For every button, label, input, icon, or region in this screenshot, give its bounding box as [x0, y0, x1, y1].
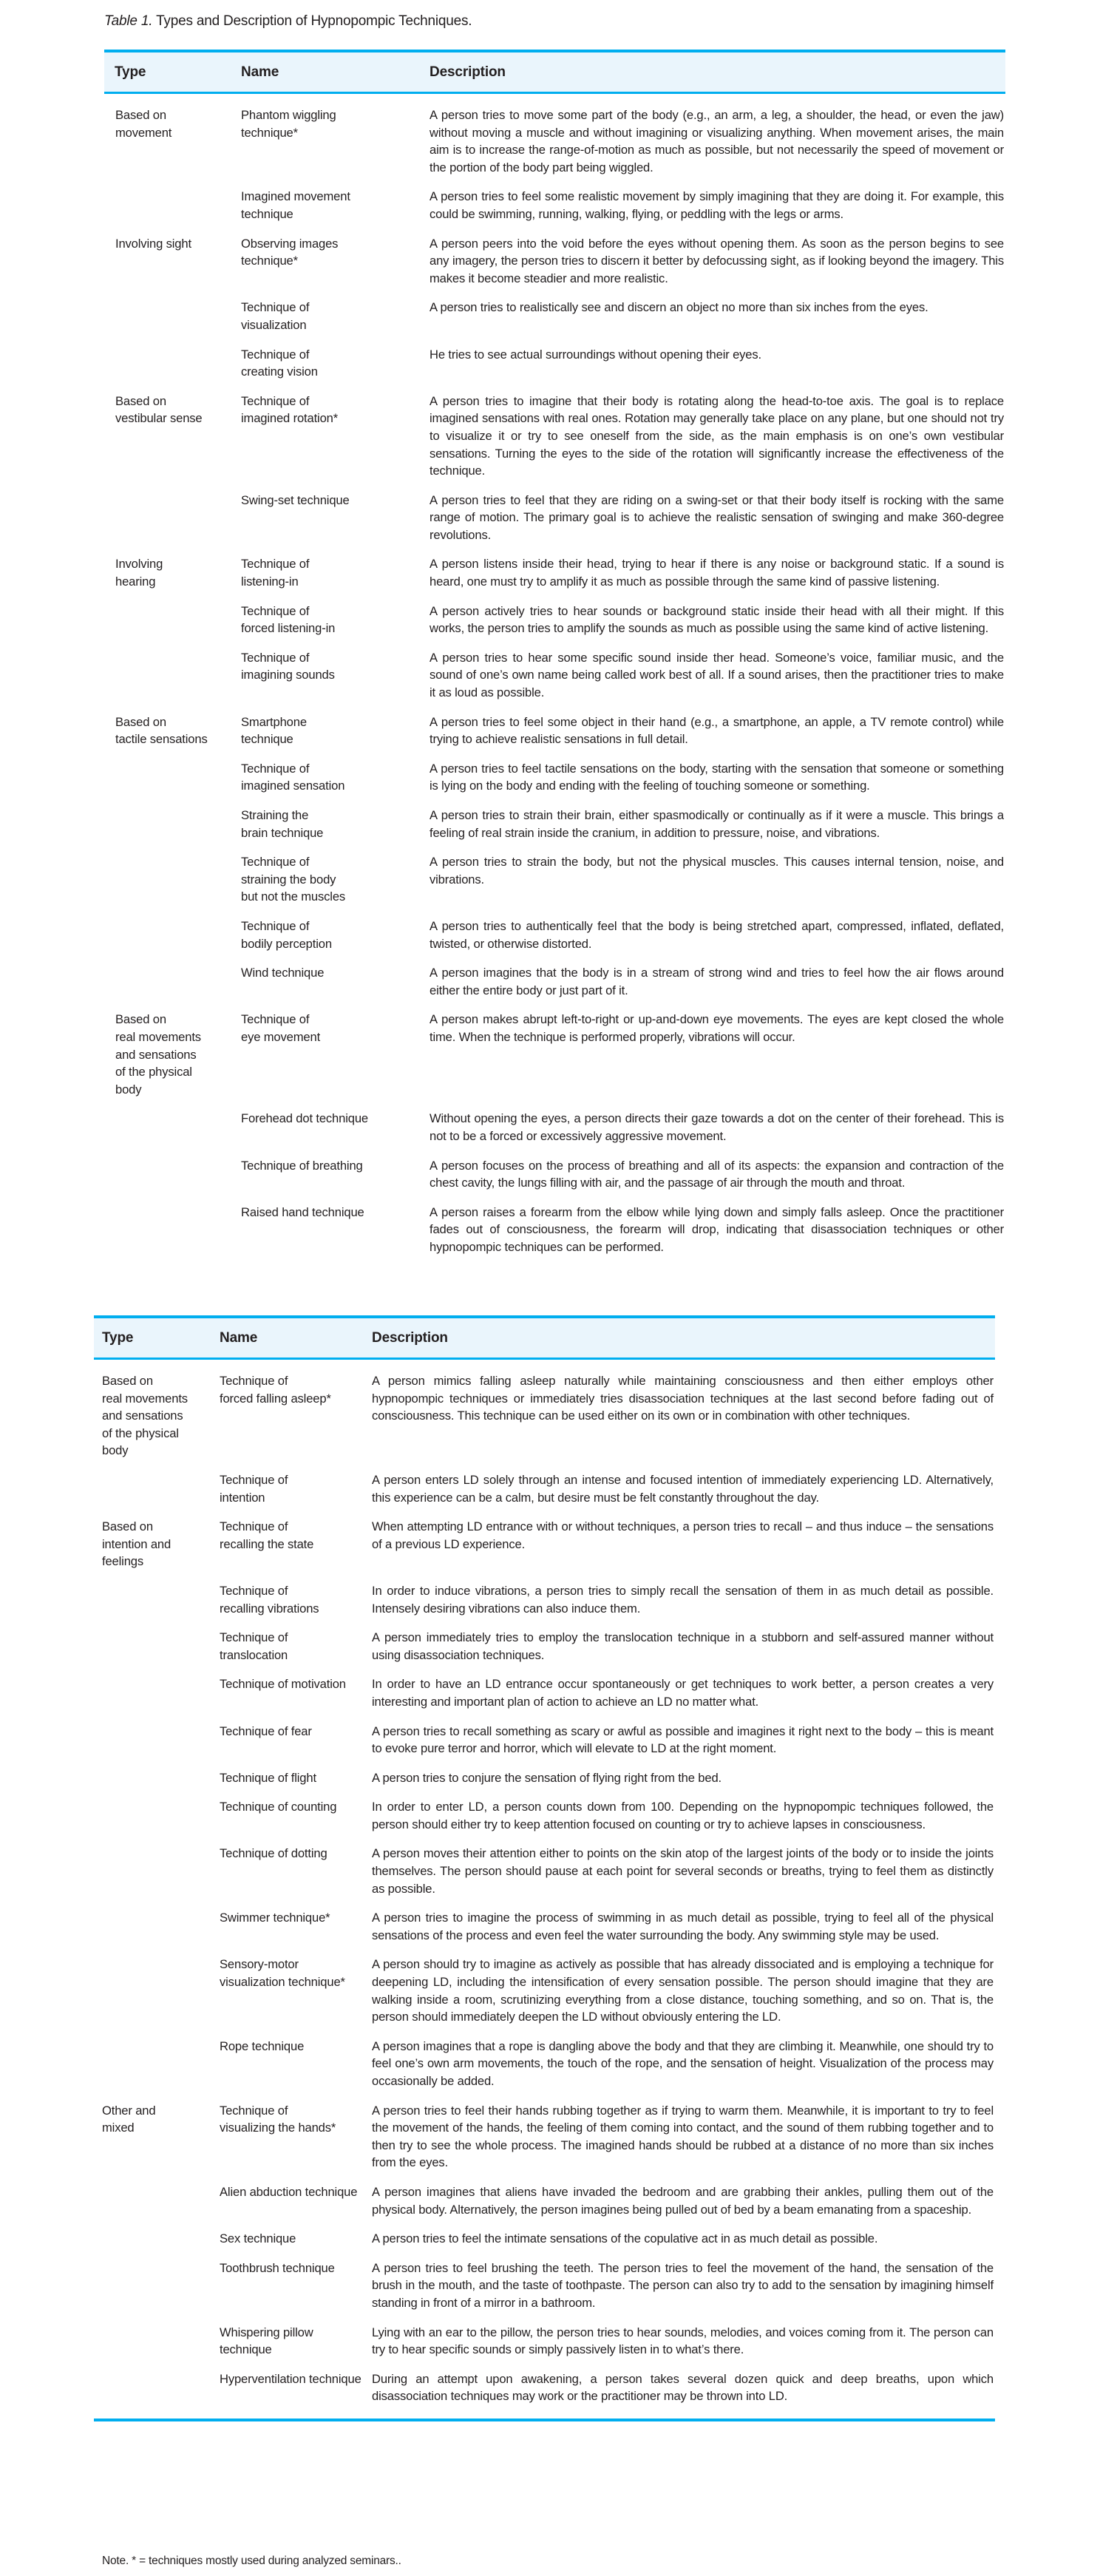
- name-text: Hyperventilation technique: [220, 2371, 361, 2386]
- name-cell: [241, 1204, 430, 1268]
- caption-label: Table 1.: [104, 13, 153, 29]
- table-row: [94, 1471, 995, 1518]
- name-text: Rope technique: [220, 2038, 305, 2053]
- name-text: Technique of flight: [220, 1770, 316, 1785]
- name-text: Technique of intention: [220, 1472, 288, 1505]
- description-cell: [372, 1359, 995, 1471]
- name-cell: [220, 1956, 372, 2037]
- description-text: Lying with an ear to the pillow, the person tries to hear sounds, melodies, and voices coming from it. The person can try to hear specific sounds or simply passively listen in to what’s there.: [372, 2325, 994, 2357]
- name-text: Technique of imagining sounds: [241, 650, 335, 682]
- description-text: A person actively tries to hear sounds or background static inside their head with all their might. If this works, the person tries to amplify the sounds as much as possible using the same kind of active listening.: [430, 603, 1004, 636]
- type-cell: [94, 1582, 220, 1629]
- name-cell: [220, 2370, 372, 2420]
- name-cell: [241, 760, 430, 807]
- description-text: A person tries to feel the intimate sensations of the copulative act in as much detail as possible.: [372, 2231, 878, 2246]
- name-cell: [241, 93, 430, 189]
- description-cell: [372, 1518, 995, 1582]
- table-row: [104, 1110, 1005, 1156]
- description-text: A person tries to feel that they are riding on a swing-set or that their body itself is rocking with the same range of motion. The primary goal is to achieve the realistic sensation of swinging and make 360-degree revolutions.: [430, 492, 1004, 542]
- name-cell: [220, 1582, 372, 1629]
- table-row: [94, 1675, 995, 1722]
- name-cell: [220, 1675, 372, 1722]
- table-header-row: [104, 51, 1005, 93]
- name-cell: [220, 2183, 372, 2230]
- table-row: [94, 2183, 995, 2230]
- table-row: [104, 807, 1005, 853]
- name-cell: [241, 714, 430, 760]
- description-text: A person imagines that a rope is dangling above the body and that they are climbing it. Meanwhile, one should try to feel one’s own arm movements, the touch of the rope, and the sensation of height. Visualization of the process may occasionally be added.: [372, 2038, 994, 2088]
- type-cell: [104, 918, 241, 964]
- description-text: A person raises a forearm from the elbow while lying down and simply falls asleep. Once the practitioner fades out of consciousness, the forearm will drop, indicating that disassociation techniques or other hypnopompic techniques can be performed.: [430, 1204, 1004, 1254]
- name-text: Alien abduction technique: [220, 2184, 358, 2199]
- type-cell: [94, 1518, 220, 1582]
- name-text: Technique of translocation: [220, 1630, 288, 1662]
- name-cell: [241, 492, 430, 556]
- description-cell: [372, 1845, 995, 1909]
- description-cell: [430, 1204, 1005, 1268]
- type-text: Based on tactile sensations: [115, 714, 208, 747]
- name-text: Technique of counting: [220, 1800, 337, 1814]
- type-cell: [94, 2183, 220, 2230]
- table-row: [104, 346, 1005, 393]
- name-cell: [241, 807, 430, 853]
- name-cell: [241, 649, 430, 714]
- name-cell: [241, 603, 430, 649]
- description-cell: [430, 760, 1005, 807]
- name-text: Technique of listening-in: [241, 557, 310, 589]
- table-row: [104, 714, 1005, 760]
- description-text: He tries to see actual surroundings without opening their eyes.: [430, 347, 761, 362]
- name-cell: [220, 2230, 372, 2260]
- type-cell: [104, 807, 241, 853]
- table-row: [94, 1723, 995, 1769]
- table-row: [94, 1956, 995, 2037]
- description-text: A person tries to realistically see and discern an object no more than six inches from the eyes.: [430, 300, 928, 315]
- type-text: Involving hearing: [115, 557, 163, 589]
- name-text: Technique of recalling the state: [220, 1519, 314, 1551]
- table-row: [94, 1629, 995, 1675]
- description-cell: [372, 2260, 995, 2324]
- name-text: Phantom wiggling technique*: [241, 108, 336, 140]
- type-cell: [94, 1675, 220, 1722]
- description-cell: [430, 235, 1005, 299]
- table-row: [94, 1359, 995, 1471]
- description-cell: [430, 346, 1005, 393]
- table-row: [104, 235, 1005, 299]
- table-row: [104, 918, 1005, 964]
- description-cell: [372, 1798, 995, 1845]
- type-text: Involving sight: [115, 236, 191, 251]
- type-text: Based on vestibular sense: [115, 393, 203, 426]
- description-text: A person tries to hear some specific sound inside ther head. Someone’s voice, familiar music, and the sound of one’s own name being called work best of all. If a sound arises, then the practitioner tries to make it as loud as possible.: [430, 650, 1004, 700]
- type-cell: [104, 393, 241, 492]
- description-cell: [372, 1629, 995, 1675]
- description-cell: [430, 964, 1005, 1011]
- description-cell: [372, 1956, 995, 2037]
- type-cell: [104, 492, 241, 556]
- description-cell: [430, 299, 1005, 345]
- name-text: Technique of straining the body but not the muscles: [241, 855, 346, 904]
- table-row: [94, 2260, 995, 2324]
- name-text: Imagined movement technique: [241, 189, 350, 221]
- name-cell: [241, 235, 430, 299]
- description-text: A person tries to feel brushing the teeth. The person tries to feel the movement of the hand, the sensation of the brush in the mouth, and the taste of toothpaste. The person can also try to add to the sensation by imagining himself standing in front of a mirror in a bathroom.: [372, 2260, 994, 2310]
- name-text: Technique of visualizing the hands*: [220, 2103, 336, 2135]
- description-cell: [372, 2183, 995, 2230]
- table-row: [94, 1518, 995, 1582]
- type-cell: [104, 964, 241, 1011]
- type-cell: [104, 603, 241, 649]
- table-row: [94, 1845, 995, 1909]
- name-cell: [241, 299, 430, 345]
- table-row: [94, 2102, 995, 2183]
- name-cell: [220, 1629, 372, 1675]
- name-cell: [220, 1909, 372, 1956]
- description-text: A person enters LD solely through an intense and focused intention of immediately experiencing LD. Alternatively, this experience can be a calm, but desire must be felt constantly throughout the day.: [372, 1472, 994, 1505]
- type-cell: [94, 2038, 220, 2102]
- table-row: [104, 393, 1005, 492]
- description-cell: [372, 2324, 995, 2370]
- type-cell: [94, 1769, 220, 1799]
- description-text: A person tries to conjure the sensation of flying right from the bed.: [372, 1770, 722, 1785]
- name-text: Technique of forced falling asleep*: [220, 1374, 331, 1406]
- description-cell: [372, 2038, 995, 2102]
- description-cell: [372, 1723, 995, 1769]
- description-text: In order to have an LD entrance occur spontaneously or get techniques to work better, a person creates a very interesting and important plan of action to achieve an LD no matter what.: [372, 1677, 994, 1709]
- type-cell: [104, 1204, 241, 1268]
- description-cell: [430, 714, 1005, 760]
- description-text: A person tries to feel some object in their hand (e.g., a smartphone, an apple, a TV remote control) while trying to achieve realistic sensations in full detail.: [430, 714, 1004, 747]
- description-text: A person tries to strain their brain, either spasmodically or continually as if it were a muscle. This brings a feeling of real strain inside the cranium, in addition to pressure, noise, and vibrations.: [430, 808, 1004, 840]
- type-cell: [94, 1359, 220, 1471]
- name-cell: [241, 918, 430, 964]
- description-text: A person tries to imagine that their body is rotating along the head-to-toe axis. The goal is to replace imagined sensations with real ones. Rotation may generally take place on any plane, but one should not try to visualize it or try to see oneself from the side, as the main emphasis is on one’s own vestibular sensations. Turning the eyes to the side of the rotation will significantly increase the effectiveness of the technique.: [430, 393, 1004, 478]
- description-text: A person tries to feel some realistic movement by simply imagining that they are doing it. For example, this could be swimming, running, walking, flying, or peddling with the legs or arms.: [430, 189, 1004, 221]
- name-cell: [241, 1011, 430, 1110]
- name-text: Raised hand technique: [241, 1204, 364, 1219]
- description-cell: [430, 555, 1005, 602]
- description-cell: [430, 1157, 1005, 1204]
- name-text: Technique of forced listening-in: [241, 603, 336, 636]
- description-text: A person imagines that the body is in a stream of strong wind and tries to feel how the air flows around either the entire body or just part of it.: [430, 966, 1004, 997]
- description-cell: [430, 918, 1005, 964]
- table-row: [104, 1204, 1005, 1268]
- column-header-type: Type: [104, 51, 241, 93]
- description-cell: [372, 2230, 995, 2260]
- name-cell: [220, 1518, 372, 1582]
- type-cell: [94, 2102, 220, 2183]
- description-text: A person tries to feel their hands rubbing together as if trying to warm them. Meanwhile, it is important to try to feel the movement of the hands, the feeling of them coming into contact, and the sound of them rubbing together and to then try to see the whole process. The imagined hands should be rubbed at a distance of no more than six inches from the eyes.: [372, 2103, 994, 2170]
- name-cell: [220, 1359, 372, 1471]
- type-text: Based on intention and feelings: [102, 1519, 172, 1569]
- name-cell: [241, 188, 430, 234]
- name-text: Technique of imagined rotation*: [241, 393, 339, 426]
- name-text: Swimmer technique*: [220, 1911, 330, 1925]
- techniques-table-part-2: [94, 1315, 995, 2421]
- table-row: [94, 2038, 995, 2102]
- column-header-description: Description: [430, 51, 1005, 93]
- table-row: [104, 649, 1005, 714]
- description-text: A person immediately tries to employ the translocation technique in a stubborn and self-assured manner without using disassociation techniques.: [372, 1630, 994, 1662]
- table-row: [104, 760, 1005, 807]
- type-cell: [104, 853, 241, 918]
- table-row: [94, 2324, 995, 2370]
- name-text: Technique of eye movement: [241, 1012, 321, 1044]
- name-cell: [241, 1110, 430, 1156]
- table-row: [94, 2370, 995, 2420]
- column-header-description: Description: [372, 1317, 995, 1359]
- name-cell: [220, 1471, 372, 1518]
- name-text: Technique of bodily perception: [241, 918, 332, 951]
- type-cell: [104, 93, 241, 189]
- description-cell: [372, 1909, 995, 1956]
- column-header-type: Type: [94, 1317, 220, 1359]
- table-row: [104, 964, 1005, 1011]
- table-row: [104, 1011, 1005, 1110]
- table2-body: [94, 1359, 995, 2420]
- type-cell: [94, 1798, 220, 1845]
- description-cell: [430, 603, 1005, 649]
- name-cell: [241, 964, 430, 1011]
- name-text: Forehead dot technique: [241, 1111, 368, 1126]
- description-text: A person imagines that aliens have invaded the bedroom and are grabbing their ankles, pulling them out of the physical body. Alternatively, the person imagines being pulled out of bed by a beam emanating from a spaceship.: [372, 2184, 994, 2217]
- table-row: [94, 1582, 995, 1629]
- column-header-name: Name: [241, 51, 430, 93]
- name-text: Whispering pillow technique: [220, 2325, 313, 2357]
- name-cell: [220, 1769, 372, 1799]
- name-cell: [220, 2324, 372, 2370]
- description-text: When attempting LD entrance with or without techniques, a person tries to recall – and thus induce – the sensations of a previous LD experience.: [372, 1519, 994, 1551]
- table-row: [104, 93, 1005, 189]
- name-text: Sensory-motor visualization technique*: [220, 1957, 345, 1990]
- description-cell: [372, 1471, 995, 1518]
- description-text: A person should try to imagine as actively as possible that has already dissociated and is employing a technique for deepening LD, including the intensification of every sensation possible. The person should imagine that they are walking inside a room, scrutinizing everything from a close distance, touching something, and so on. That is, the person should immediately deepen the LD without obviously entering the LD.: [372, 1957, 994, 2024]
- type-cell: [104, 346, 241, 393]
- table-caption: [104, 13, 472, 30]
- description-text: In order to induce vibrations, a person tries to simply recall the sensation of them in as much detail as possible. Intensely desiring vibrations can also induce them.: [372, 1583, 994, 1616]
- name-text: Wind technique: [241, 966, 325, 980]
- description-cell: [430, 393, 1005, 492]
- description-cell: [372, 2370, 995, 2420]
- type-cell: [94, 1956, 220, 2037]
- description-text: In order to enter LD, a person counts down from 100. Depending on the hypnopompic techniques followed, the person should either try to keep attention focused on counting or try to achieve lapses in consciousness.: [372, 1800, 994, 1831]
- type-cell: [94, 1845, 220, 1909]
- description-text: A person tries to imagine the process of swimming in as much detail as possible, trying to feel all of the physical sensations of the process and even feel the water surrounding the body. Any swimming style may be used.: [372, 1911, 994, 1942]
- type-cell: [104, 235, 241, 299]
- description-cell: [430, 1011, 1005, 1110]
- description-text: Without opening the eyes, a person directs their gaze towards a dot on the center of their forehead. This is not to be a forced or excessively aggressive movement.: [430, 1111, 1004, 1143]
- type-cell: [94, 2260, 220, 2324]
- type-cell: [104, 760, 241, 807]
- table-row: [104, 853, 1005, 918]
- type-cell: [104, 555, 241, 602]
- type-cell: [94, 2230, 220, 2260]
- type-cell: [94, 2324, 220, 2370]
- name-text: Technique of creating vision: [241, 347, 318, 379]
- name-cell: [241, 1157, 430, 1204]
- type-text: Based on real movements and sensations of the physical body: [115, 1012, 201, 1097]
- description-cell: [430, 93, 1005, 189]
- description-text: A person tries to recall something as scary or awful as possible and imagines it right next to the body – this is meant to evoke pure terror and horror, which will elevate to LD at the right moment.: [372, 1723, 994, 1756]
- description-text: A person tries to move some part of the body (e.g., an arm, a leg, a shoulder, the head, or even the jaw) without moving a muscle and without imagining or visualizing anything. When movement arises, the main aim is to increase the range-of-motion as much as possible, but not necessarily the speed of movement or the portion of the body part being wiggled.: [430, 108, 1004, 174]
- column-header-name: Name: [220, 1317, 372, 1359]
- description-cell: [430, 649, 1005, 714]
- name-text: Technique of visualization: [241, 300, 310, 332]
- name-cell: [241, 346, 430, 393]
- name-text: Technique of breathing: [241, 1158, 363, 1173]
- table-row: [104, 1157, 1005, 1204]
- name-text: Observing images technique*: [241, 236, 339, 268]
- table-row: [94, 1909, 995, 1956]
- type-cell: [104, 188, 241, 234]
- caption-title: Types and Description of Hypnopompic Techniques.: [156, 13, 472, 29]
- table-row: [104, 188, 1005, 234]
- name-cell: [241, 393, 430, 492]
- description-cell: [430, 853, 1005, 918]
- name-text: Technique of recalling vibrations: [220, 1583, 319, 1616]
- name-cell: [220, 1845, 372, 1909]
- type-cell: [94, 1723, 220, 1769]
- name-cell: [220, 2102, 372, 2183]
- description-cell: [372, 2102, 995, 2183]
- table1-body: [104, 93, 1005, 1268]
- table-row: [94, 1769, 995, 1799]
- type-cell: [94, 1629, 220, 1675]
- name-text: Swing-set technique: [241, 492, 350, 507]
- table-row: [104, 555, 1005, 602]
- name-cell: [220, 2038, 372, 2102]
- description-text: A person tries to authentically feel that the body is being stretched apart, compressed, inflated, deflated, twisted, or otherwise distorted.: [430, 918, 1004, 951]
- description-cell: [430, 188, 1005, 234]
- name-text: Straining the brain technique: [241, 808, 324, 840]
- description-cell: [372, 1769, 995, 1799]
- description-text: During an attempt upon awakening, a person takes several dozen quick and deep breaths, upon which disassociation techniques may work or the practitioner may be thrown into LD.: [372, 2371, 994, 2404]
- description-cell: [430, 492, 1005, 556]
- table-row: [94, 2230, 995, 2260]
- name-cell: [241, 555, 430, 602]
- type-text: Based on movement: [115, 108, 172, 140]
- name-cell: [220, 1723, 372, 1769]
- table-bottom-rule: [94, 2420, 995, 2421]
- name-text: Sex technique: [220, 2231, 296, 2246]
- type-cell: [104, 1110, 241, 1156]
- description-text: A person listens inside their head, trying to hear if there is any noise or background static. If a sound is heard, one must try to amplify it as much as possible through the same kind of passive listening.: [430, 557, 1004, 589]
- name-cell: [220, 1798, 372, 1845]
- description-text: A person moves their attention either to points on the skin atop of the largest joints of the body or to inside the joints themselves. The person should pause at each point for several seconds or breaths, trying to feel them as distinctly as possible.: [372, 1846, 994, 1896]
- type-cell: [94, 1909, 220, 1956]
- description-cell: [372, 1675, 995, 1722]
- name-cell: [220, 2260, 372, 2324]
- type-text: Other and mixed: [102, 2103, 156, 2135]
- description-cell: [430, 807, 1005, 853]
- description-text: A person tries to feel tactile sensations on the body, starting with the sensation that someone or something is lying on the body and ending with the feeling of touching someone or something.: [430, 761, 1004, 793]
- type-cell: [104, 299, 241, 345]
- description-text: A person peers into the void before the eyes without opening them. As soon as the person begins to see any imagery, the person tries to discern it better by defocussing sight, as if looking beyond the imagery. This makes it become steadier and more realistic.: [430, 236, 1004, 285]
- name-text: Technique of imagined sensation: [241, 761, 345, 793]
- type-cell: [104, 1011, 241, 1110]
- techniques-table-part-1: [104, 50, 1005, 1267]
- type-cell: [104, 1157, 241, 1204]
- type-cell: [94, 2370, 220, 2420]
- description-text: A person tries to strain the body, but not the physical muscles. This causes internal tension, noise, and vibrations.: [430, 855, 1004, 887]
- description-text: A person mimics falling asleep naturally while maintaining consciousness and then either employs other hypnopompic techniques or immediately tries disassociation techniques at the last second before fading out of consciousness. This technique can be used either on its own or in combination with other techniques.: [372, 1374, 994, 1423]
- description-cell: [430, 1110, 1005, 1156]
- table-row: [94, 1798, 995, 1845]
- type-cell: [104, 649, 241, 714]
- description-text: A person makes abrupt left-to-right or up-and-down eye movements. The eyes are kept closed the whole time. When the technique is performed properly, vibrations will occur.: [430, 1012, 1004, 1044]
- table-row: [104, 603, 1005, 649]
- name-text: Technique of dotting: [220, 1846, 327, 1861]
- type-cell: [94, 1471, 220, 1518]
- table-header-row: [94, 1317, 995, 1359]
- table-row: [104, 492, 1005, 556]
- name-text: Technique of motivation: [220, 1677, 346, 1692]
- description-text: A person focuses on the process of breathing and all of its aspects: the expansion and contraction of the chest cavity, the lungs filling with air, and the passage of air through the mouth and throat.: [430, 1158, 1004, 1190]
- name-text: Toothbrush technique: [220, 2260, 335, 2275]
- table-note: Note. * = techniques mostly used during analyzed seminars..: [102, 2555, 401, 2567]
- name-text: Smartphone technique: [241, 714, 307, 747]
- name-text: Technique of fear: [220, 1723, 312, 1738]
- type-text: Based on real movements and sensations of the physical body: [102, 1374, 188, 1458]
- table-row: [104, 299, 1005, 345]
- name-cell: [241, 853, 430, 918]
- type-cell: [104, 714, 241, 760]
- description-cell: [372, 1582, 995, 1629]
